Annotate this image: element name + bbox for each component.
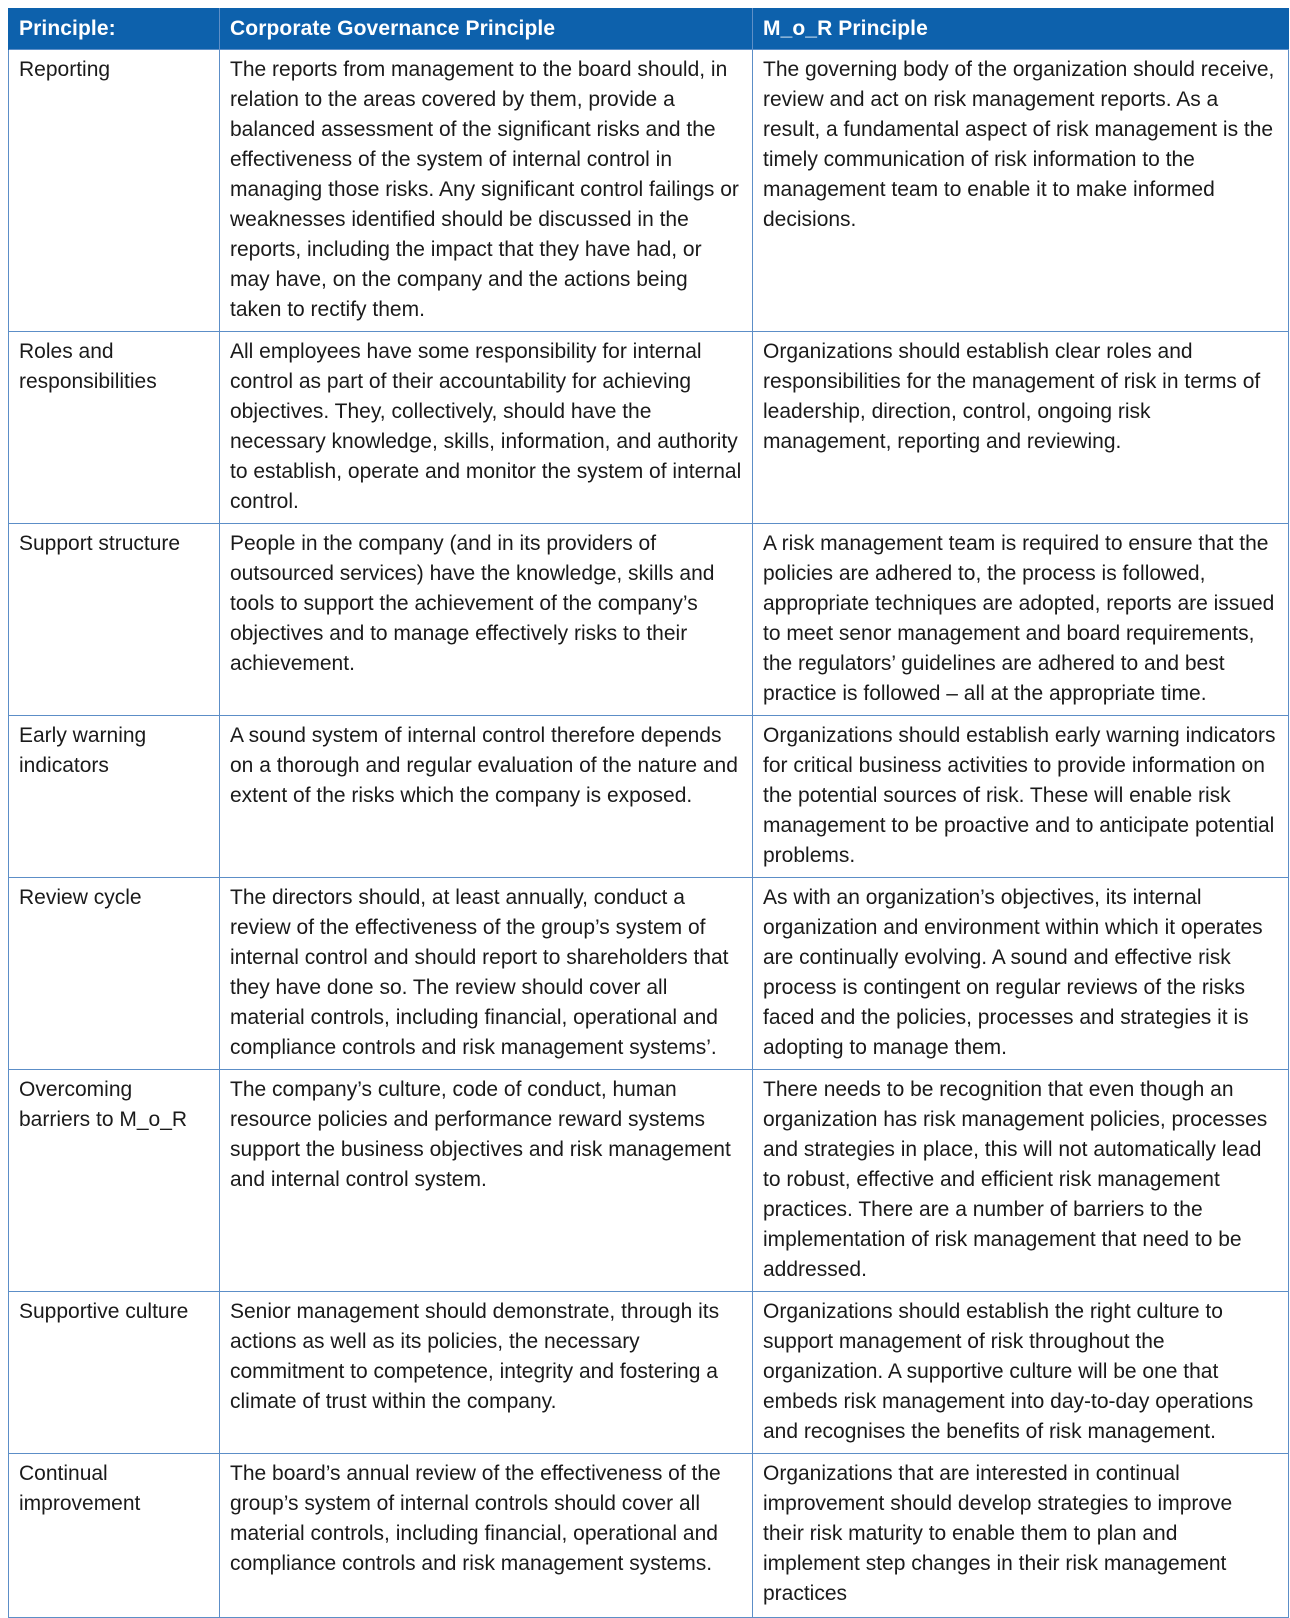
principle-cell: Reporting xyxy=(9,50,220,332)
mor-principle-cell: Organizations should establish the right culture to support management of risk throughout the organization. A supportive culture will be one that embeds risk management into day-to-day operations and recognises the benefits of risk management. xyxy=(753,1292,1289,1454)
principle-cell: Supportive culture xyxy=(9,1292,220,1454)
mor-principle-cell: Organizations that are interested in continual improvement should develop strategies to improve their risk maturity to enable them to plan and implement step changes in their risk management practices xyxy=(753,1454,1289,1618)
corporate-governance-cell: The directors should, at least annually, conduct a review of the effectiveness of the group’s system of internal control and should report to shareholders that they have done so. The review should cover all material controls, including financial, operational and compliance controls and risk management systems’. xyxy=(220,878,753,1070)
principle-cell: Early warning indicators xyxy=(9,716,220,878)
principle-cell: Continual improvement xyxy=(9,1454,220,1618)
mor-principle-cell: There needs to be recognition that even though an organization has risk management policies, processes and strategies in place, this will not automatically lead to robust, effective and efficient risk management practices. There are a number of barriers to the implementation of risk management that need to be addressed. xyxy=(753,1070,1289,1292)
table-row xyxy=(9,878,1289,1070)
table-row xyxy=(9,1454,1289,1618)
corporate-governance-cell: A sound system of internal control therefore depends on a thorough and regular evaluation of the nature and extent of the risks which the company is exposed. xyxy=(220,716,753,878)
table-row xyxy=(9,1070,1289,1292)
principle-cell: Support structure xyxy=(9,524,220,716)
table-header-row xyxy=(9,8,1289,50)
corporate-governance-cell: The board’s annual review of the effectiveness of the group’s system of internal controls should cover all material controls, including financial, operational and compliance controls and risk management systems. xyxy=(220,1454,753,1618)
table-row xyxy=(9,50,1289,332)
table-row xyxy=(9,524,1289,716)
header-principle: Principle: xyxy=(9,8,220,50)
principles-comparison-table xyxy=(8,8,1289,1618)
corporate-governance-cell: Senior management should demonstrate, through its actions as well as its policies, the necessary commitment to competence, integrity and fostering a climate of trust within the company. xyxy=(220,1292,753,1454)
mor-principle-cell: Organizations should establish early warning indicators for critical business activities to provide information on the potential sources of risk. These will enable risk management to be proactive and to anticipate potential problems. xyxy=(753,716,1289,878)
table-row xyxy=(9,332,1289,524)
header-corporate-governance: Corporate Governance Principle xyxy=(220,8,753,50)
corporate-governance-cell: All employees have some responsibility for internal control as part of their accountability for achieving objectives. They, collectively, should have the necessary knowledge, skills, information, and authority to establish, operate and monitor the system of internal control. xyxy=(220,332,753,524)
principle-cell: Review cycle xyxy=(9,878,220,1070)
mor-principle-cell: The governing body of the organization should receive, review and act on risk management reports. As a result, a fundamental aspect of risk management is the timely communication of risk information to the management team to enable it to make informed decisions. xyxy=(753,50,1289,332)
table-row xyxy=(9,716,1289,878)
table-row xyxy=(9,1292,1289,1454)
principle-cell: Overcoming barriers to M_o_R xyxy=(9,1070,220,1292)
mor-principle-cell: A risk management team is required to ensure that the policies are adhered to, the process is followed, appropriate techniques are adopted, reports are issued to meet senor management and board requirements, the regulators’ guidelines are adhered to and best practice is followed – all at the appropriate time. xyxy=(753,524,1289,716)
header-mor-principle: M_o_R Principle xyxy=(753,8,1289,50)
mor-principle-cell: Organizations should establish clear roles and responsibilities for the management of risk in terms of leadership, direction, control, ongoing risk management, reporting and reviewing. xyxy=(753,332,1289,524)
mor-principle-cell: As with an organization’s objectives, its internal organization and environment within which it operates are continually evolving. A sound and effective risk process is contingent on regular reviews of the risks faced and the policies, processes and strategies it is adopting to manage them. xyxy=(753,878,1289,1070)
principle-cell: Roles and responsibilities xyxy=(9,332,220,524)
corporate-governance-cell: The company’s culture, code of conduct, human resource policies and performance reward systems support the business objectives and risk management and internal control system. xyxy=(220,1070,753,1292)
corporate-governance-cell: People in the company (and in its providers of outsourced services) have the knowledge, skills and tools to support the achievement of the company’s objectives and to manage effectively risks to their achievement. xyxy=(220,524,753,716)
corporate-governance-cell: The reports from management to the board should, in relation to the areas covered by them, provide a balanced assessment of the significant risks and the effectiveness of the system of internal control in managing those risks. Any significant control failings or weaknesses identified should be discussed in the reports, including the impact that they have had, or may have, on the company and the actions being taken to rectify them. xyxy=(220,50,753,332)
